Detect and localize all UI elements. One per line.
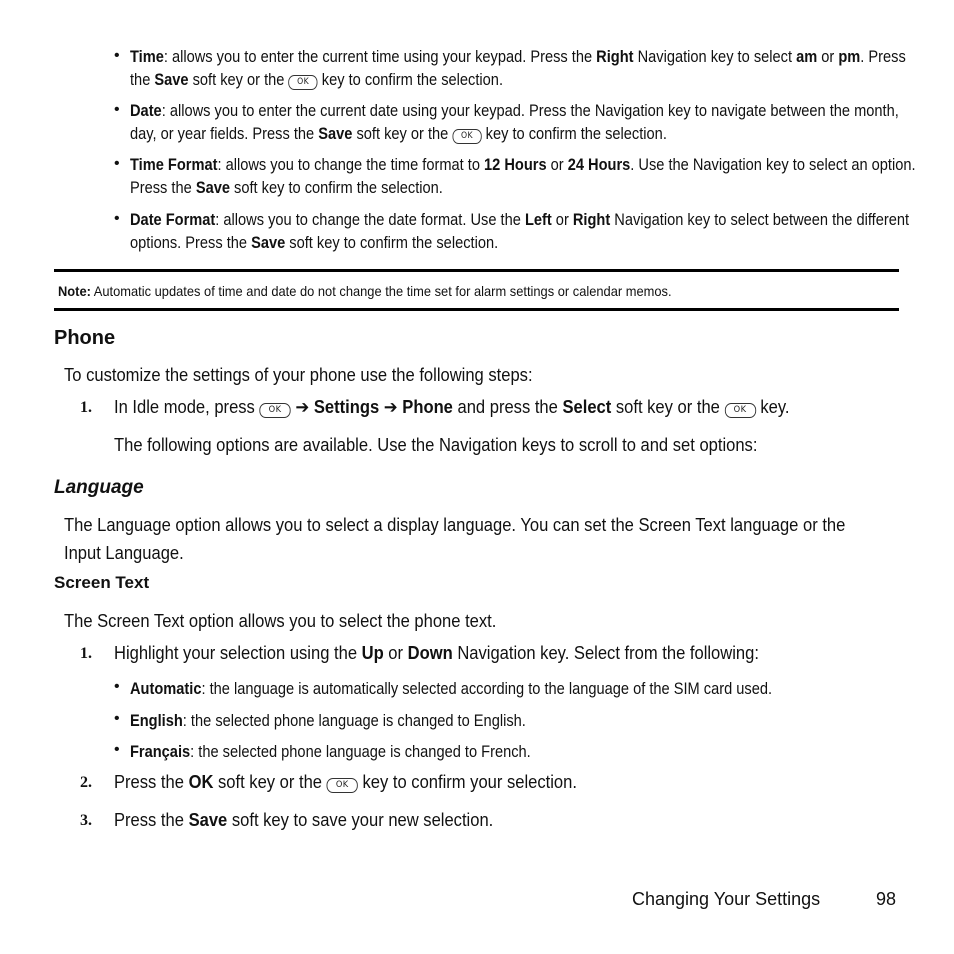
text: key to confirm your selection. xyxy=(357,772,577,792)
term-time-format: Time Format xyxy=(130,155,218,174)
screen-text-step-2 xyxy=(114,768,617,796)
text: Press the xyxy=(130,178,196,197)
screen-text-intro xyxy=(64,607,534,635)
text: the xyxy=(130,70,155,89)
arrow-icon: ➔ xyxy=(383,397,398,417)
bullet-marker: • xyxy=(114,101,120,118)
ok-key-icon: OK xyxy=(259,403,290,418)
text: soft key or the xyxy=(188,70,289,89)
text: : allows you to change the date format. Use the xyxy=(215,210,525,229)
text: and press the xyxy=(452,397,563,417)
term-automatic: Automatic xyxy=(130,679,202,698)
text: or xyxy=(383,643,408,663)
option-english xyxy=(130,709,590,732)
text: soft key to confirm the selection. xyxy=(229,178,443,197)
option-francais xyxy=(130,740,596,763)
bold-save: Save xyxy=(195,178,230,197)
text: or xyxy=(546,155,568,174)
text: key. xyxy=(755,397,790,417)
text: soft key or the xyxy=(213,772,327,792)
text: soft key or the xyxy=(611,397,725,417)
bold-pm: pm xyxy=(838,47,861,66)
note-top-rule xyxy=(54,269,899,272)
bullet-time-format xyxy=(130,153,954,199)
language-paragraph xyxy=(64,511,913,567)
phone-options-text xyxy=(114,431,813,459)
bold-12-hours: 12 Hours xyxy=(484,155,547,174)
text: : allows you to enter the current time using your keypad. Press the xyxy=(163,47,597,66)
text: Navigation key. Select from the following: xyxy=(452,643,759,663)
text: : allows you to change the time format to xyxy=(217,155,485,174)
bullet-date xyxy=(130,99,954,145)
text: . Use the Navigation key to select an option. xyxy=(630,155,916,174)
step-number: 1. xyxy=(80,645,92,662)
text: In Idle mode, press xyxy=(114,397,260,417)
bold-save: Save xyxy=(318,124,353,143)
ok-key-icon: OK xyxy=(288,75,317,90)
bullet-marker: • xyxy=(114,210,120,227)
phone-step-1 xyxy=(114,393,848,421)
bullet-marker: • xyxy=(114,741,120,758)
phone-intro xyxy=(64,361,573,389)
text: Navigation key to select between the different xyxy=(610,210,910,229)
section-heading-language: Language xyxy=(54,477,144,498)
screen-text-step-1 xyxy=(114,639,815,667)
bold-settings: Settings xyxy=(313,397,380,417)
bold-right: Right xyxy=(596,47,634,66)
text: : the selected phone language is changed to English. xyxy=(182,711,526,730)
bullet-marker: • xyxy=(114,710,120,727)
step-number: 3. xyxy=(80,812,92,829)
bold-save: Save xyxy=(188,810,228,830)
bold-up: Up xyxy=(361,643,384,663)
text: or xyxy=(817,47,839,66)
bullet-marker: • xyxy=(114,155,120,172)
phone-intro-text: To customize the settings of your phone use the following steps: xyxy=(64,365,533,385)
text: Highlight your selection using the xyxy=(114,643,362,663)
text: Press the xyxy=(114,772,189,792)
term-time: Time xyxy=(130,47,164,66)
bullet-marker: • xyxy=(114,47,120,64)
bold-phone: Phone xyxy=(402,397,453,417)
bold-ok: OK xyxy=(188,772,214,792)
text: . Press xyxy=(860,47,906,66)
ok-key-icon: OK xyxy=(724,403,755,418)
bold-down: Down xyxy=(407,643,453,663)
bold-left: Left xyxy=(524,210,552,229)
text: : the language is automatically selected according to the language of the SIM card used. xyxy=(201,679,773,698)
ok-key-icon: OK xyxy=(327,778,358,793)
arrow-icon: ➔ xyxy=(295,397,310,417)
page-number: 98 xyxy=(876,889,897,909)
note-bottom-rule xyxy=(54,308,899,311)
language-p2: Input Language. xyxy=(64,543,184,563)
section-heading-screen-text: Screen Text xyxy=(54,573,150,592)
term-date-format: Date Format xyxy=(130,210,216,229)
text: soft key to confirm the selection. xyxy=(285,233,499,252)
footer-section-title: Changing Your Settings xyxy=(632,889,821,909)
bold-24-hours: 24 Hours xyxy=(567,155,631,174)
term-francais: Français xyxy=(130,742,191,761)
text: Navigation key to select xyxy=(633,47,797,66)
text: : allows you to enter the current date using your keypad. Press the Navigation key to navigate between the month, xyxy=(161,101,899,120)
note-text: Automatic updates of time and date do not change the time set for alarm settings or calendar memos. xyxy=(90,283,672,299)
bold-right: Right xyxy=(572,210,611,229)
bullet-marker: • xyxy=(114,678,120,695)
bold-am: am xyxy=(796,47,818,66)
text: soft key to save your new selection. xyxy=(227,810,494,830)
bullet-time xyxy=(130,45,954,91)
bullet-date-format xyxy=(130,208,954,254)
text: Press the xyxy=(114,810,189,830)
section-heading-phone: Phone xyxy=(54,327,116,349)
bold-save: Save xyxy=(154,70,189,89)
step-number: 2. xyxy=(80,774,92,791)
note xyxy=(58,283,725,299)
bold-save: Save xyxy=(251,233,286,252)
text: options. Press the xyxy=(130,233,252,252)
ok-key-icon: OK xyxy=(452,129,481,144)
text: or xyxy=(551,210,573,229)
term-english: English xyxy=(130,711,183,730)
option-automatic xyxy=(130,677,877,700)
text: soft key or the xyxy=(352,124,453,143)
bold-select: Select xyxy=(562,397,612,417)
note-label: Note: xyxy=(58,283,91,299)
term-date: Date xyxy=(130,101,162,120)
text: : the selected phone language is changed to French. xyxy=(190,742,531,761)
intro-text: The Screen Text option allows you to select the phone text. xyxy=(64,611,497,631)
options-text: The following options are available. Use the Navigation keys to scroll to and set options: xyxy=(114,435,758,455)
text: key to confirm the selection. xyxy=(481,124,667,143)
text: day, or year fields. Press the xyxy=(130,124,319,143)
screen-text-step-3 xyxy=(114,806,526,834)
text: key to confirm the selection. xyxy=(317,70,504,89)
language-p1: The Language option allows you to select a display language. You can set the Screen Text language or the xyxy=(64,515,846,535)
step-number: 1. xyxy=(80,399,92,416)
